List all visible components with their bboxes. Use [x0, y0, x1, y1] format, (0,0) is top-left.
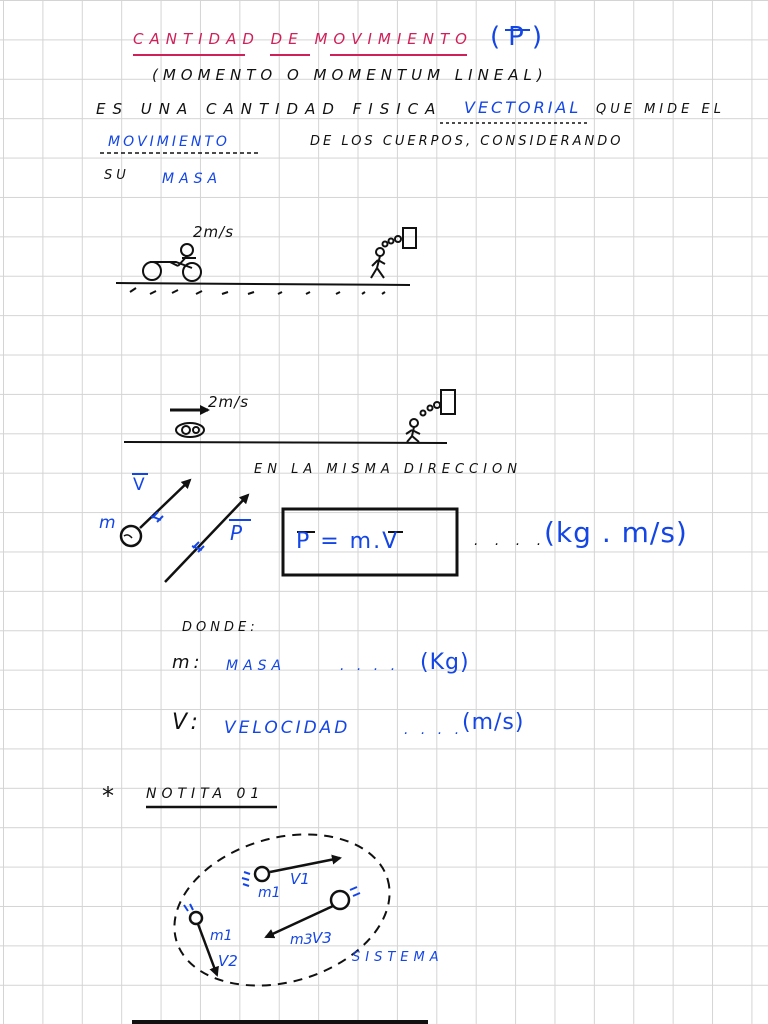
sketch-motorbike: [116, 228, 416, 294]
definition-line1-start: ES UNA CANTIDAD FISICA: [96, 100, 443, 118]
title-subtitle: (MOMENTO O MOMENTUM LINEAL): [152, 66, 548, 84]
where-item-unit: (Kg): [420, 650, 470, 675]
definition-line3-start: SU: [104, 168, 130, 183]
where-item-dots: . . . .: [340, 658, 400, 674]
sketch-moving-object: [124, 390, 455, 443]
where-item-name: MASA: [226, 658, 287, 674]
where-item-dots: . . . .: [404, 722, 464, 738]
definition-line1-end: QUE MIDE EL: [596, 102, 725, 117]
title-main: CANTIDAD DE MOVIMIENTO: [133, 30, 473, 48]
where-item-symbol: m:: [172, 652, 204, 673]
definition-line3-blue: MASA: [162, 171, 223, 187]
system-label-v1: V1: [290, 870, 310, 888]
definition-line2-blue: MOVIMIENTO: [108, 134, 230, 150]
system-label-m1b: m1: [210, 928, 233, 944]
bottom-rule: [132, 1020, 428, 1024]
where-item-unit: (m/s): [462, 710, 525, 735]
vector-p-label: P: [230, 521, 247, 545]
system-label-m3: m3: [290, 932, 313, 948]
vector-diagram: [121, 480, 248, 582]
parallel-marks: [151, 512, 204, 552]
system-particles: [190, 858, 349, 975]
definition-line1-blue: VECTORIAL: [464, 98, 582, 117]
sketch1-speed-label: 2m/s: [193, 223, 235, 241]
where-item-name: VELOCIDAD: [224, 718, 351, 738]
notita-label: NOTITA 01: [146, 786, 265, 802]
where-item-symbol: V:: [172, 710, 202, 735]
system-label-v2: V2: [218, 952, 238, 970]
vector-v-label: V: [133, 475, 149, 495]
where-heading: DONDE:: [182, 620, 259, 635]
direction-note: EN LA MISMA DIRECCION: [254, 462, 522, 477]
system-label-v3: V3: [312, 929, 332, 947]
formula-units: (kg . m/s): [544, 516, 688, 549]
vector-m-label: m: [99, 513, 120, 533]
system-boundary: [156, 810, 407, 1009]
system-label-m1: m1: [258, 885, 281, 901]
definition-line2-end: DE LOS CUERPOS, CONSIDERANDO: [310, 134, 624, 149]
formula-dots: . . . .: [474, 533, 548, 549]
notita-bullet: *: [102, 782, 118, 810]
system-label: SISTEMA: [352, 950, 444, 965]
title-symbol: (P): [490, 22, 550, 52]
formula-expression: P = m.V: [296, 529, 400, 554]
sketch2-speed-label: 2m/s: [208, 393, 250, 411]
